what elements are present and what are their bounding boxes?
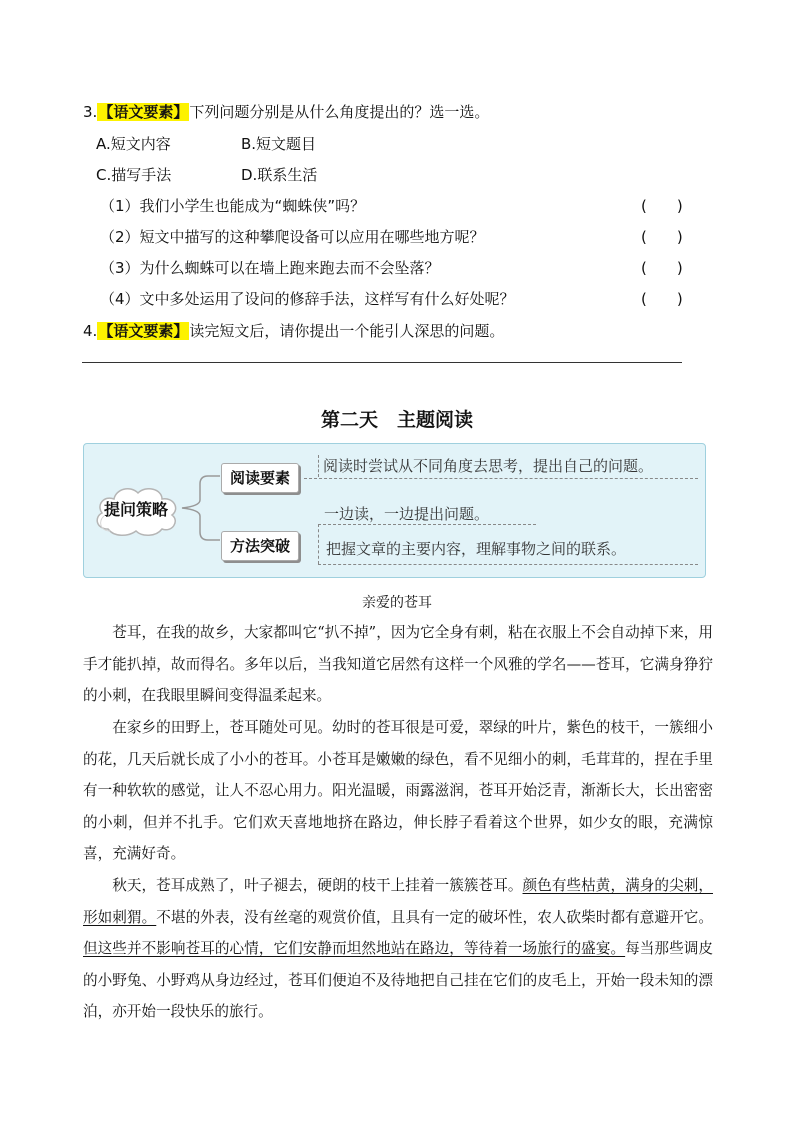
method-item-1: 一边读，一边提出问题。 [324, 505, 490, 523]
paragraph-3-part-2: 不堪的外表，没有丝毫的观赏价值，且具有一定的破坏性，农人砍柴时都有意避开它。 [156, 908, 713, 926]
paragraph-3-part-1: 秋天，苍耳成熟了，叶子褪去，硬朗的枝干上挂着一簇簇苍耳。 [112, 877, 523, 894]
paragraph-2: 在家乡的田野上，苍耳随处可见。幼时的苍耳很是可爱，翠绿的叶片，紫色的枝干，一簇细小的花，几天后就长成了小小的苍耳。小苍耳是嫩嫩的绿色，看不见细小的刺，毛茸茸的，捏在手里有一种软软的感觉，让人不忍心用力。阳光温暖，雨露滋润，苍耳开始泛青，渐渐长大，长出密密的小刺，但并不扎手。它们欢天喜地地挤在路边，伸长脖子看着这个世界，如少女的眼，充满惊喜，充满好奇。 [83, 719, 713, 863]
paragraph-3-part-3: 每当那些调皮的小野兔、小野鸡从身边经过，苍耳们便迫不及待地把自己挂在它们的皮毛上，开始一段未知的漂泊，亦开始一段快乐的旅行。 [83, 940, 713, 1021]
option-c: C.描写手法 [96, 166, 172, 184]
paragraph-1: 苍耳，在我的故乡，大家都叫它“扒不掉”，因为它全身有刺，粘在衣服上不会自动掉下来，用手才能扒掉，故而得名。多年以后，当我知道它居然有这样一个风雅的学名——苍耳，它满身狰狞的小刺，在我眼里瞬间变得温柔起来。 [83, 624, 713, 705]
bracket-connector [180, 460, 224, 552]
underlined-sentence-2: 但这些并不影响苍耳的心情，它们安静而坦然地站在路边，等待着一场旅行的盛宴。 [83, 940, 626, 958]
day-title: 第二天 主题阅读 [320, 409, 473, 431]
sub-question-1: （1）我们小学生也能成为“蜘蛛侠”吗？ [100, 197, 366, 215]
question-3 [83, 101, 489, 122]
yuwen-tag: 【语文要素】 [98, 322, 189, 340]
sub-question-2: （2）短文中描写的这种攀爬设备可以应用在哪些地方呢？ [100, 228, 485, 246]
yuwen-tag: 【语文要素】 [98, 103, 189, 121]
reading-element-label: 阅读要素 [221, 463, 299, 493]
option-a: A.短文内容 [96, 135, 171, 153]
question-number: 3. [83, 103, 98, 121]
question-4 [83, 320, 504, 341]
question-number: 4. [83, 322, 98, 340]
answer-line[interactable] [82, 362, 682, 363]
paragraph-3 [83, 870, 713, 1028]
dashed-line [318, 524, 536, 525]
strategy-name: 提问策略 [103, 500, 168, 519]
sub-question-3: （3）为什么蜘蛛可以在墙上跑来跑去而不会坠落？ [100, 259, 440, 277]
answer-blank-3[interactable]: ( ) [641, 259, 683, 277]
method-breakthrough-label: 方法突破 [221, 531, 299, 561]
question-text: 读完短文后，请你提出一个能引人深思的问题。 [189, 322, 505, 340]
answer-blank-2[interactable]: ( ) [641, 228, 683, 246]
option-b: B.短文题目 [241, 135, 317, 153]
option-d: D.联系生活 [241, 166, 318, 184]
dashed-line [318, 564, 698, 565]
question-text: 下列问题分别是从什么角度提出的？选一选。 [189, 103, 490, 121]
sub-question-4: （4）文中多处运用了设问的修辞手法，这样写有什么好处呢？ [100, 290, 515, 308]
story-title: 亲爱的苍耳 [362, 595, 432, 611]
answer-blank-1[interactable]: ( ) [641, 197, 683, 215]
method-item-2: 把握文章的主要内容，理解事物之间的联系。 [326, 540, 627, 558]
underlined-sentence-1: 颜色有些枯黄，满身的尖刺，形如刺猬。 [83, 877, 713, 926]
dashed-line [318, 524, 319, 564]
reading-element-text: 阅读时尝试从不同角度去思考，提出自己的问题。 [318, 455, 653, 477]
answer-blank-4[interactable]: ( ) [641, 290, 683, 308]
dashed-line [304, 478, 698, 479]
